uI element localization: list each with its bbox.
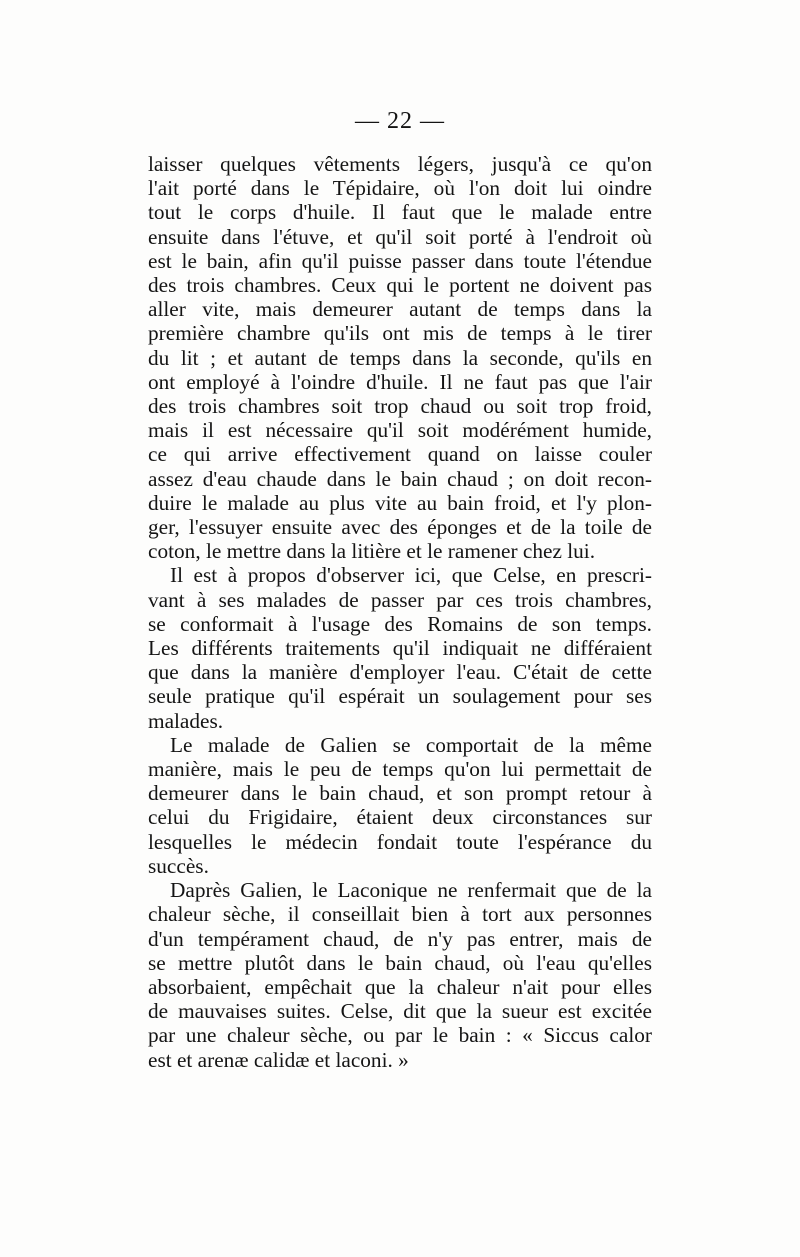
page-number: — 22 — [355, 108, 445, 134]
text-line: Le malade de Galien se comportait de la même [170, 732, 652, 757]
text-line: Les différents traitements qu'il indiquait ne différaient [148, 636, 652, 661]
text-line: coton, le mettre dans la litière et le ramener chez lui. [148, 539, 596, 564]
text-line: laisser quelques vêtements légers, jusqu'à ce qu'on [148, 152, 652, 176]
text-line: lesquelles le médecin fondait toute l'espérance du [148, 829, 652, 854]
text-line: par une chaleur sèche, ou par le bain : « Siccus calor [148, 1023, 652, 1048]
text-line: malades. [148, 708, 224, 733]
text-line: ce qui arrive effectivement quand on laisse couler [148, 442, 652, 467]
text-line: succès. [148, 853, 209, 878]
text-line: mais il est nécessaire qu'il soit modérément humide, [148, 418, 652, 443]
text-line: ger, l'essuyer ensuite avec des éponges et de la toile de [148, 515, 652, 540]
text-line: première chambre qu'ils ont mis de temps à le tirer [148, 321, 652, 346]
body-text [148, 152, 652, 1072]
text-line: assez d'eau chaude dans le bain chaud ; on doit recon- [148, 466, 652, 491]
text-line: est le bain, afin qu'il puisse passer dans toute l'étendue [148, 248, 652, 273]
text-line: chaleur sèche, il conseillait bien à tort aux personnes [148, 902, 652, 927]
text-line: de mauvaises suites. Celse, dit que la sueur est excitée [148, 999, 652, 1024]
text-line: vant à ses malades de passer par ces trois chambres, [148, 587, 652, 612]
text-line: ensuite dans l'étuve, et qu'il soit porté à l'endroit où [148, 224, 652, 249]
text-line: ont employé à l'oindre d'huile. Il ne faut pas que l'air [148, 369, 652, 394]
text-line: Daprès Galien, le Laconique ne renfermait que de la [170, 878, 652, 903]
text-line: l'ait porté dans le Tépidaire, où l'on doit lui oindre [148, 176, 652, 201]
paragraph-3 [148, 733, 652, 878]
paragraph-1 [148, 152, 652, 563]
text-line: duire le malade au plus vite au bain froid, et l'y plon- [148, 490, 652, 515]
text-line: des trois chambres soit trop chaud ou soit trop froid, [148, 394, 652, 419]
text-line: demeurer dans le bain chaud, et son prompt retour à [148, 781, 652, 806]
text-line: tout le corps d'huile. Il faut que le malade entre [148, 200, 652, 225]
text-line: est et arenæ calidæ et laconi. » [148, 1047, 409, 1072]
text-line: du lit ; et autant de temps dans la seconde, qu'ils en [148, 345, 652, 370]
text-line: se conformait à l'usage des Romains de son temps. [148, 611, 652, 636]
text-line: d'un tempérament chaud, de n'y pas entrer, mais de [148, 926, 652, 951]
text-line: manière, mais le peu de temps qu'on lui permettait de [148, 757, 652, 782]
text-line: des trois chambres. Ceux qui le portent ne doivent pas [148, 273, 652, 298]
text-line: Il est à propos d'observer ici, que Celse, en prescri- [170, 563, 652, 588]
paragraph-2 [148, 563, 652, 732]
text-line: se mettre plutôt dans le bain chaud, où l'eau qu'elles [148, 950, 652, 975]
paragraph-4 [148, 878, 652, 1072]
text-line: absorbaient, empêchait que la chaleur n'ait pour elles [148, 974, 652, 999]
text-line: seule pratique qu'il espérait un soulagement pour ses [148, 684, 652, 709]
text-line: aller vite, mais demeurer autant de temps dans la [148, 297, 652, 322]
text-line: que dans la manière d'employer l'eau. C'était de cette [148, 660, 652, 685]
text-line: celui du Frigidaire, étaient deux circonstances sur [148, 805, 652, 830]
